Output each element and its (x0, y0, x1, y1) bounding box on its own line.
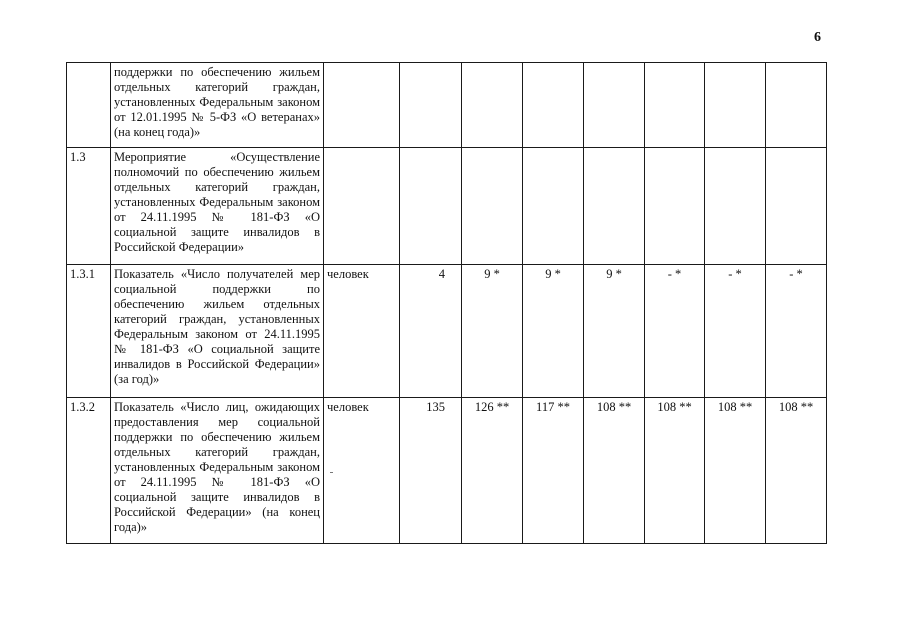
value-cell: 117 ** (523, 398, 584, 544)
row-description: Показатель «Число получателей мер социальной поддержки по обеспечению жильем отдельных категорий граждан, установленных Федеральным законом от 24.11.1995 № 181-ФЗ «О социальной защите инвалидов в Российской Федерации» (за год)» (114, 267, 320, 386)
table-row (67, 265, 827, 398)
row-number-cell: 1.3.2 (67, 398, 111, 544)
table-row (67, 398, 827, 544)
value-cell (584, 148, 645, 265)
value-cell (705, 148, 766, 265)
row-description-cell (111, 63, 324, 148)
page-number: 6 (814, 30, 821, 45)
unit-cell: человек (324, 398, 400, 544)
value-cell (400, 63, 462, 148)
value-cell (400, 148, 462, 265)
value-cell (523, 63, 584, 148)
value-cell (584, 63, 645, 148)
unit-cell (324, 148, 400, 265)
value-cell: 126 ** (462, 398, 523, 544)
row-number-cell (67, 63, 111, 148)
value-cell: 108 ** (705, 398, 766, 544)
row-number-cell: 1.3 (67, 148, 111, 265)
value-cell (645, 63, 705, 148)
value-cell: 9 * (584, 265, 645, 398)
value-cell: 9 * (462, 265, 523, 398)
table-row (67, 148, 827, 265)
value-cell: - * (705, 265, 766, 398)
row-description: Мероприятие «Осуществление полномочий по обеспечению жильем отдельных категорий граждан, установленных Федеральным законом от 24.11.1995 № 181-ФЗ «О социальной защите инвалидов в Российской Федерации» (114, 150, 320, 254)
value-cell (766, 63, 827, 148)
row-number-cell: 1.3.1 (67, 265, 111, 398)
value-cell: 4 (400, 265, 462, 398)
value-cell (705, 63, 766, 148)
value-cell: 108 ** (645, 398, 705, 544)
row-description-cell (111, 148, 324, 265)
value-cell (645, 148, 705, 265)
unit-cell (324, 63, 400, 148)
value-cell: - * (766, 265, 827, 398)
indicators-table (66, 62, 827, 544)
row-description: Показатель «Число лиц, ожидающих предоставления мер социальной поддержки по обеспечению жильем отдельных категорий граждан, установленных Федеральным законом от 24.11.1995 № 181-ФЗ «О социальной защите инвалидов в Российской Федерации» (на конец года)» (114, 400, 320, 534)
value-cell: 108 ** (584, 398, 645, 544)
value-cell: 135 (400, 398, 462, 544)
scan-mark (330, 472, 333, 473)
row-description-cell (111, 265, 324, 398)
unit-cell: человек (324, 265, 400, 398)
value-cell (523, 148, 584, 265)
row-description: поддержки по обеспечению жильем отдельных категорий граждан, установленных Федеральным законом от 12.01.1995 № 5-ФЗ «О ветеранах» (на конец года)» (114, 65, 320, 139)
value-cell: 9 * (523, 265, 584, 398)
table-row (67, 63, 827, 148)
row-description-cell (111, 398, 324, 544)
value-cell (766, 148, 827, 265)
value-cell: 108 ** (766, 398, 827, 544)
value-cell (462, 63, 523, 148)
value-cell: - * (645, 265, 705, 398)
value-cell (462, 148, 523, 265)
